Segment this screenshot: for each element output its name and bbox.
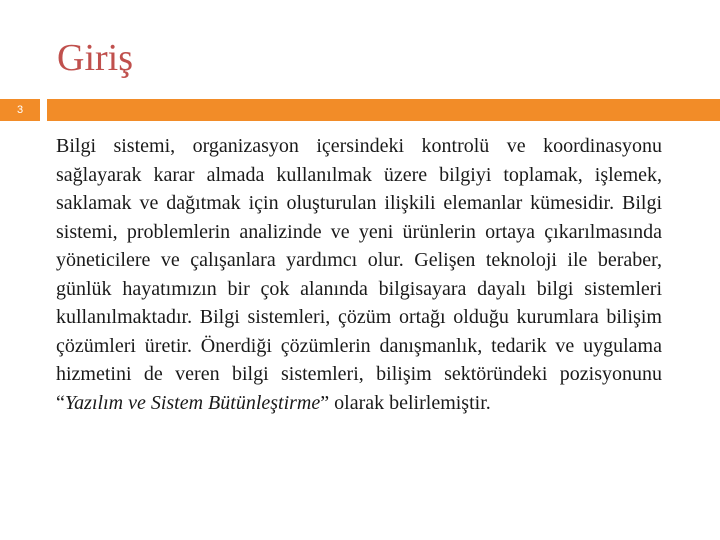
body-text-main: Bilgi sistemi, organizasyon içersindeki kontrolü ve koordinasyonu sağlayarak karar almada kullanılmak üzere bilgiyi toplamak, işlemek, saklamak ve dağıtmak için oluşturulan ilişkili elemanlar kümesidir. Bilgi sistemi, problemlerin analizinde ve yeni ürünlerin ortaya çıkarılmasında yöneticilere ve çalışanlara yardımcı olur. Gelişen teknoloji ile beraber, günlük hayatımızın bir çok alanında bilgisayara dayalı bilgi sistemleri kullanılmaktadır. Bilgi sistemleri, çözüm ortağı olduğu kurumlara bilişim çözümleri üretir. Önerdiği çözümlerin danışmanlık, tedarik ve uygulama hizmetini de veren bilgi sistemleri, bilişim sektöründeki pozisyonunu “ <box>56 135 662 414</box>
page-number-box <box>0 99 40 121</box>
body-text-italic: Yazılım ve Sistem Bütünleştirme <box>64 391 321 414</box>
accent-bar <box>47 99 720 121</box>
page-number: 3 <box>16 104 24 116</box>
body-paragraph <box>56 132 662 417</box>
slide-title: Giriş <box>57 37 133 79</box>
body-text-end: ” olarak belirlemiştir. <box>320 391 491 414</box>
